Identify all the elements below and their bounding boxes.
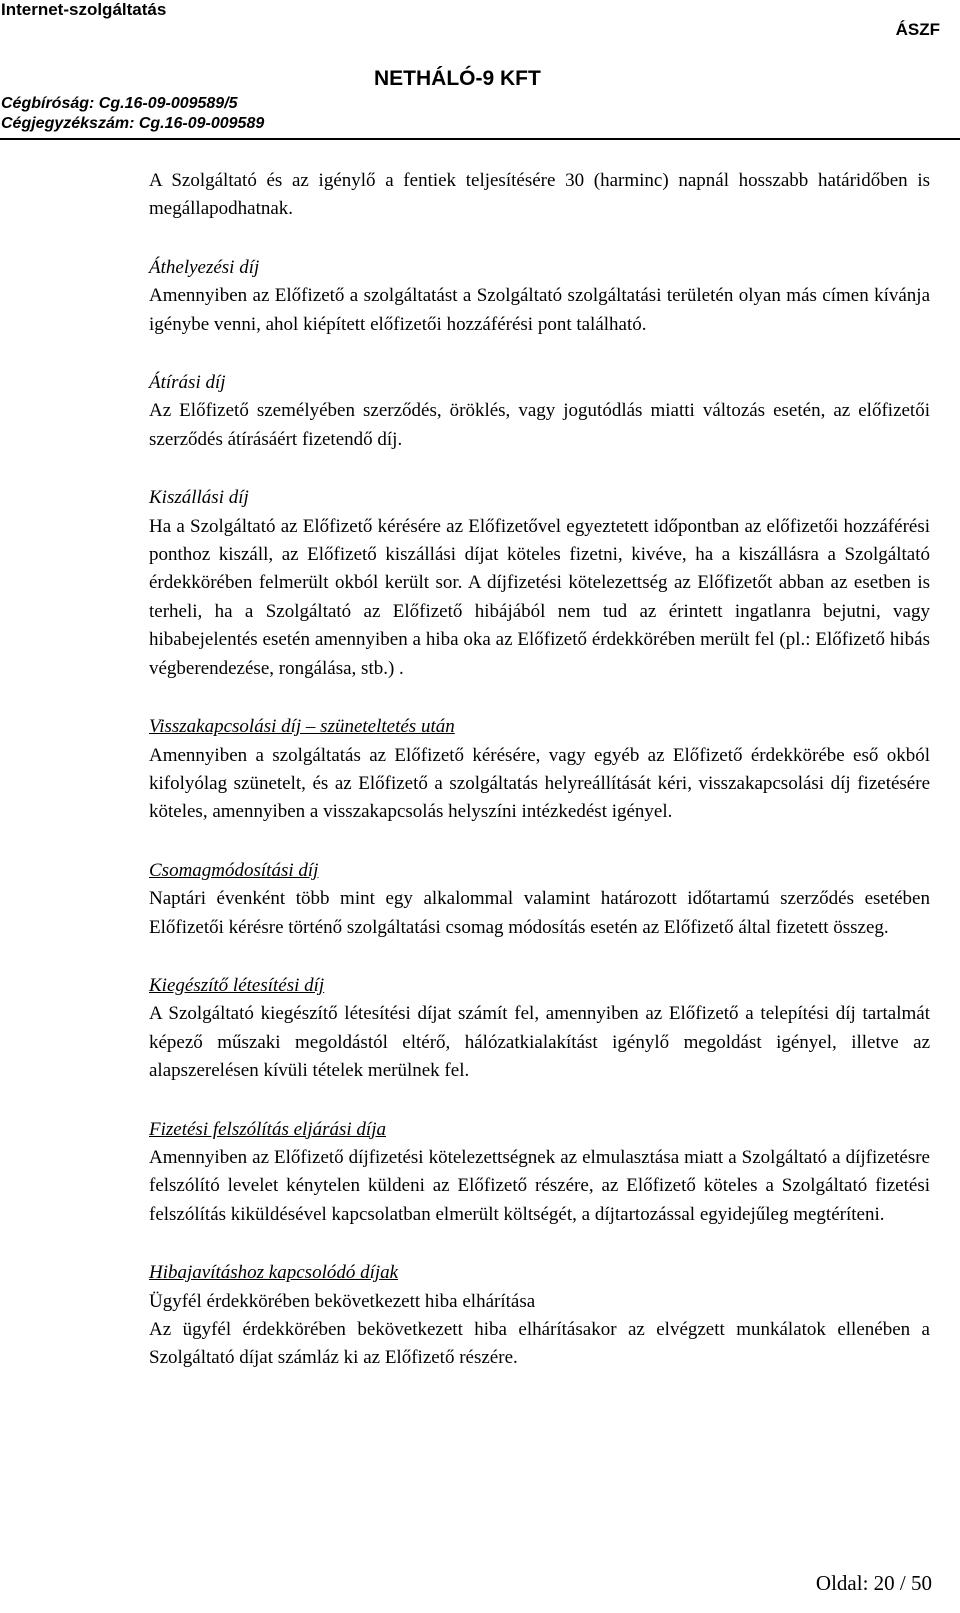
section-heading: Átírási díj xyxy=(149,372,226,394)
section-heading: Visszakapcsolási díj – szüneteltetés után xyxy=(149,716,455,738)
section-csomagmodositasi-dij xyxy=(149,857,930,942)
section-visszakapcsolasi-dij xyxy=(149,713,930,827)
section-paragraph: Ha a Szolgáltató az Előfizető kérésére az Előfizetővel egyeztetett időpontban az előfizetői hozzáférési ponthoz kiszáll, az Előfizető kiszállási díjat köteles fizetni, kivéve, ha a kiszállásra a Szolgáltató érdekkörében felmerült okból került sor. A díjfizetési kötelezettség az Előfizetőt abban az esetben is terheli, ha a Szolgáltató az Előfizető hibájából nem tud az érintett ingatlanra bejutni, vagy hibabejelentés esetén amennyiben a hiba oka az Előfizető érdekkörében merült fel (pl.: Előfizető hibás végberendezése, rongálása, stb.) . xyxy=(149,515,930,679)
section-subheading: Ügyfél érdekkörében bekövetkezett hiba elhárítása xyxy=(149,1290,536,1312)
section-kiszallasi-dij xyxy=(149,484,930,683)
section-heading: Kiszállási díj xyxy=(149,487,249,509)
intro-section xyxy=(149,167,930,224)
header-divider xyxy=(0,138,960,140)
header-right-title: ÁSZF xyxy=(895,20,940,39)
section-hibajavitas-dijak xyxy=(149,1259,930,1373)
section-paragraph: Amennyiben a szolgáltatás az Előfizető kérésére, vagy egyéb az Előfizető érdekkörébe eső okból kifolyólag szünetelt, és az Előfizető a szolgáltatás helyreállítását kéri, visszakapcsolási díj fizetésére köteles, amennyiben a visszakapcsolás helyszíni intézkedést igényel. xyxy=(149,744,930,823)
section-athelyezesi-dij xyxy=(149,254,930,339)
page-number: Oldal: 20 / 50 xyxy=(815,1571,932,1595)
section-fizetesi-felszolitas xyxy=(149,1116,930,1230)
section-paragraph: Az Előfizető személyében szerződés, öröklés, vagy jogutódlás miatti változás esetén, az előfizetői szerződés átírásáért fizetendő díj. xyxy=(149,400,930,450)
section-paragraph: Naptári évenként több mint egy alkalommal valamint határozott időtartamú szerződés esetében Előfizetői kérésre történő szolgáltatási csomag módosítás esetén az Előfizető által fizetett összeg. xyxy=(149,888,930,938)
section-heading: Kiegészítő létesítési díj xyxy=(149,974,325,996)
registry-court: Cégbíróság: Cg.16-09-009589/5 xyxy=(1,95,238,112)
section-paragraph: Az ügyfél érdekkörében bekövetkezett hiba elhárításakor az elvégzett munkálatok ellenében a Szolgáltató díjat számláz ki az Előfizető részére. xyxy=(149,1319,930,1369)
section-heading: Hibajavításhoz kapcsolódó díjak xyxy=(149,1262,399,1284)
document-body xyxy=(149,167,930,1403)
section-heading: Áthelyezési díj xyxy=(149,256,260,278)
section-paragraph: Amennyiben az Előfizető díjfizetési kötelezettségnek az elmulasztása miatt a Szolgáltató a díjfizetésre felszólító levelet kénytelen küldeni az Előfizető részére, az Előfizető köteles a Szolgáltató fizetési felszólítás kiküldésével kapcsolatban elmerült költségét, a díjtartozással egyidejűleg megtéríteni. xyxy=(149,1146,930,1225)
section-paragraph: A Szolgáltató kiegészítő létesítési díjat számít fel, amennyiben az Előfizető a telepítési díj tartalmát képező műszaki megoldástól eltérő, hálózatkialakítást igénylő megoldást igényel, illetve az alapszerelésen kívüli tételek merülnek fel. xyxy=(149,1003,930,1082)
header-left-title: Internet-szolgáltatás xyxy=(1,0,167,19)
section-heading: Fizetési felszólítás eljárási díja xyxy=(149,1118,386,1140)
section-kiegeszito-letesitesi-dij xyxy=(149,972,930,1086)
section-atirasi-dij xyxy=(149,369,930,454)
registry-number: Cégjegyzékszám: Cg.16-09-009589 xyxy=(1,115,265,132)
section-paragraph: Amennyiben az Előfizető a szolgáltatást a Szolgáltató szolgáltatási területén olyan más címen kívánja igénybe venni, ahol kiépített előfizetői hozzáférési pont található. xyxy=(149,285,930,335)
section-heading: Csomagmódosítási díj xyxy=(149,859,319,881)
intro-paragraph: A Szolgáltató és az igénylő a fentiek teljesítésére 30 (harminc) napnál hosszabb határidőben is megállapodhatnak. xyxy=(149,170,930,220)
company-name: NETHÁLÓ-9 KFT xyxy=(374,67,541,90)
